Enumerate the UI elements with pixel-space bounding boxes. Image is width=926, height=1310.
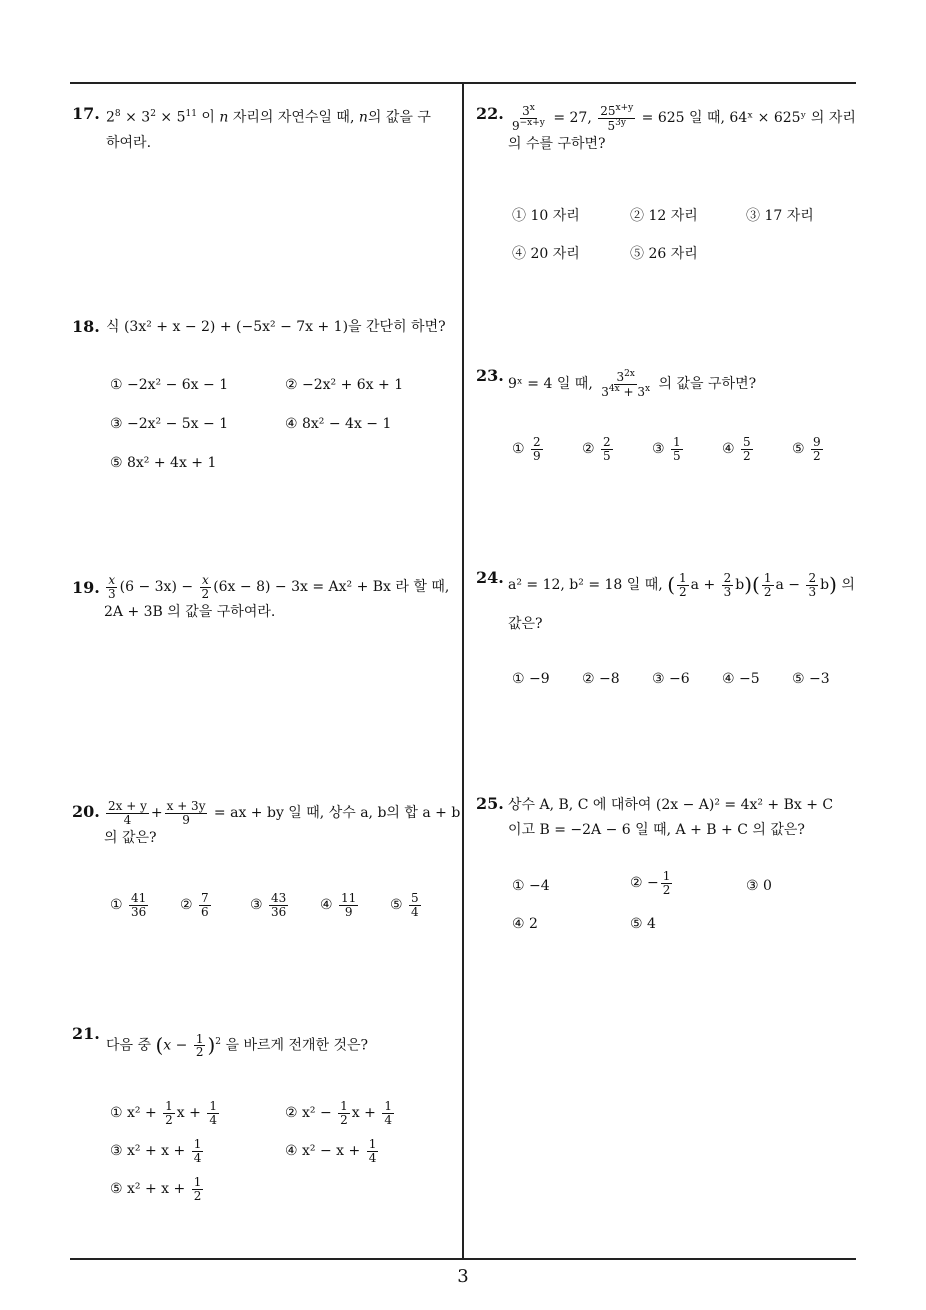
- question-text: 상수 A, B, C 에 대하여 (2x − A)² = 4x² + Bx + C 이고 B = −2A − 6 일 때, A + B + C 의 값은?: [508, 797, 834, 838]
- choice-3[interactable]: ③ x² + x + $\frac{1}{4}$: [110, 1137, 202, 1165]
- question-text: 9ˣ = 4 일 때, $\frac{3^{2x}}{3^{4x} + 3^x}$ 의 값을 구하면?: [508, 369, 757, 399]
- choice-1[interactable]: ① −4: [512, 878, 550, 894]
- choice-3[interactable]: ③ −6: [652, 671, 690, 687]
- bottom-rule: [70, 1258, 856, 1260]
- choice-5[interactable]: ⑤ 8x² + 4x + 1: [110, 455, 217, 471]
- question-number: 25.: [476, 794, 504, 813]
- question-text: $\frac{2x + y}{4}$ + $\frac{x + 3y}{9}$ = ax + by 일 때, 상수 a, b의 합 a + b 의 값은?: [104, 799, 461, 847]
- question-text: 식 (3x² + x − 2) + (−5x² − 7x + 1)을 간단히 하면?: [106, 319, 446, 335]
- choice-4[interactable]: ④ $\frac{5}{2}$: [722, 435, 751, 463]
- choice-5[interactable]: ⑤ x² + x + $\frac{1}{2}$: [110, 1175, 202, 1203]
- question-text: $2^8 \times 3^2 \times 5^{11}$ 이 n 자리의 자연수일 때, n의 값을 구 하여라.: [106, 109, 431, 151]
- choice-1[interactable]: ① 10 자리: [512, 208, 580, 224]
- choice-3[interactable]: ③ $\frac{1}{5}$: [652, 435, 681, 463]
- choice-1[interactable]: ① −2x² − 6x − 1: [110, 377, 229, 393]
- choice-2[interactable]: ② $\frac{7}{6}$: [180, 891, 209, 919]
- question-number: 21.: [72, 1024, 100, 1043]
- column-divider: [462, 82, 464, 1259]
- choice-5[interactable]: ⑤ $\frac{9}{2}$: [792, 435, 821, 463]
- choice-1[interactable]: ① x² + $\frac{1}{2}$ x + $\frac{1}{4}$: [110, 1099, 217, 1127]
- choice-4[interactable]: ④ x² − x + $\frac{1}{4}$: [285, 1137, 377, 1165]
- question-number: 18.: [72, 317, 100, 336]
- choice-4[interactable]: ④ 2: [512, 916, 538, 932]
- choice-1[interactable]: ① −9: [512, 671, 550, 687]
- choice-5[interactable]: ⑤ 26 자리: [630, 246, 698, 262]
- choice-2[interactable]: ② 12 자리: [630, 208, 698, 224]
- question-number: 23.: [476, 366, 504, 385]
- choice-5[interactable]: ⑤ 4: [630, 916, 656, 932]
- question-text-line2: 값은?: [508, 616, 543, 632]
- choice-2[interactable]: ② $\frac{2}{5}$: [582, 435, 611, 463]
- question-number: 19.: [72, 578, 100, 597]
- question-text: a² = 12, b² = 18 일 때, ( $\frac{1}{2}$ a + $\frac{2}{3}$ b)( $\frac{1}{2}$ a − $\frac{2}{3}$ b) 의: [508, 571, 855, 599]
- question-number: 20.: [72, 802, 100, 821]
- question-text: $\frac{3^x}{9^{-x+y}}$ = 27, $\frac{25^{x+y}}{5^{3y}}$ = 625 일 때, 64ˣ × 625ʸ 의 자리 의 수를 구하면?: [508, 103, 856, 153]
- question-text: 다음 중 (x − $\frac{1}{2}$ )$^2$ 을 바르게 전개한 것은?: [106, 1031, 369, 1060]
- choice-3[interactable]: ③ $\frac{43}{36}$: [250, 891, 287, 919]
- choice-1[interactable]: ① $\frac{41}{36}$: [110, 891, 147, 919]
- choice-2[interactable]: ② −8: [582, 671, 620, 687]
- choice-1[interactable]: ① $\frac{2}{9}$: [512, 435, 541, 463]
- choice-2[interactable]: ② x² − $\frac{1}{2}$ x + $\frac{1}{4}$: [285, 1099, 392, 1127]
- choice-4[interactable]: ④ $\frac{11}{9}$: [320, 891, 357, 919]
- question-number: 22.: [476, 104, 504, 123]
- choice-4[interactable]: ④ −5: [722, 671, 760, 687]
- choice-4[interactable]: ④ 8x² − 4x − 1: [285, 416, 392, 432]
- choice-3[interactable]: ③ 17 자리: [746, 208, 814, 224]
- choice-5[interactable]: ⑤ −3: [792, 671, 830, 687]
- choice-2[interactable]: ② −2x² + 6x + 1: [285, 377, 404, 393]
- choice-3[interactable]: ③ 0: [746, 878, 772, 894]
- choice-5[interactable]: ⑤ $\frac{5}{4}$: [390, 891, 419, 919]
- choice-2[interactable]: ② − $\frac{1}{2}$: [630, 869, 671, 897]
- question-number: 24.: [476, 568, 504, 587]
- choice-3[interactable]: ③ −2x² − 5x − 1: [110, 416, 229, 432]
- page-number: 3: [457, 1266, 469, 1287]
- choice-4[interactable]: ④ 20 자리: [512, 246, 580, 262]
- question-text: $\frac{x}{3}$ (6 − 3x) − $\frac{x}{2}$ (6x − 8) − 3x = Ax² + Bx 라 할 때, 2A + 3B 의 값을 구하여라.: [104, 573, 450, 621]
- question-number: 17.: [72, 104, 100, 123]
